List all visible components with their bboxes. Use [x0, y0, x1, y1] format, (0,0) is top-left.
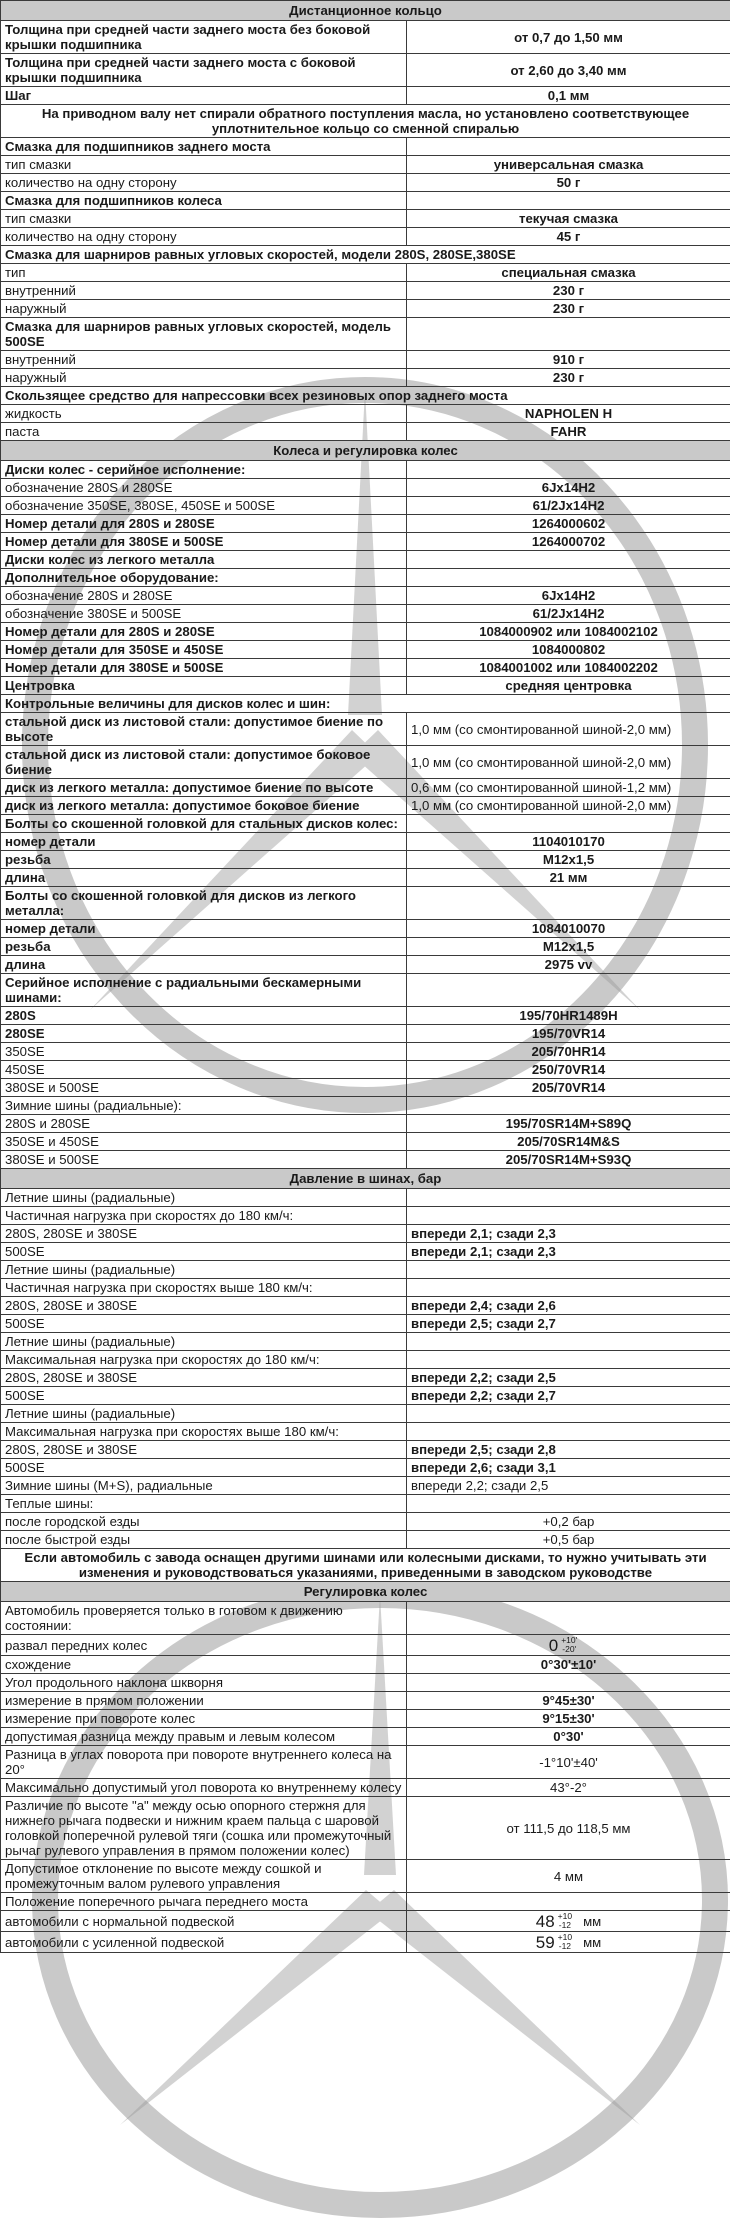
- spec-value: впереди 2,6; сзади 3,1: [407, 1459, 730, 1477]
- spec-value: 6Jx14H2: [407, 479, 730, 497]
- spec-row: [1, 318, 730, 351]
- spec-value: NAPHOLEN H: [407, 405, 730, 423]
- spec-value: [407, 461, 730, 479]
- note-text: На приводном валу нет спирали обратного поступления масла, но установлено соответствующее уплотнительное кольцо со сменной спиралью: [1, 105, 730, 138]
- spec-value: 195/70HR1489H: [407, 1007, 730, 1025]
- spec-value: универсальная смазка: [407, 156, 730, 174]
- spec-value: 61/2Jx14H2: [407, 605, 730, 623]
- spec-label: Различие по высоте "а" между осью опорного стержня для нижнего рычага подвески и нижним краем пальца с шаровой головкой поперечной рулевой тяги (сошка или промежуточный рычаг рулевого управления в прямом положении колес): [1, 1797, 407, 1860]
- spec-value: 50 г: [407, 174, 730, 192]
- spec-row: [1, 677, 730, 695]
- spec-label: Дополнительное оборудование:: [1, 569, 407, 587]
- tolerance-base: 48: [535, 1911, 555, 1931]
- spec-label: диск из легкого металла: допустимое биение по высоте: [1, 779, 407, 797]
- spec-row: [1, 282, 730, 300]
- spec-label: Смазка для подшипников заднего моста: [1, 138, 407, 156]
- spec-label: 380SE и 500SE: [1, 1151, 407, 1169]
- spec-label: 350SE: [1, 1043, 407, 1061]
- spec-label: Номер детали для 350SE и 450SE: [1, 641, 407, 659]
- spec-value: 230 г: [407, 369, 730, 387]
- spec-row: [1, 1513, 730, 1531]
- spec-label: Диски колес - серийное исполнение:: [1, 461, 407, 479]
- spec-value: [407, 1674, 730, 1692]
- note-text: Если автомобиль с завода оснащен другими шинами или колесными дисками, то нужно учитывать эти изменения и руководствоваться указаниями, приведенными в заводском руководстве: [1, 1549, 730, 1582]
- spec-row: [1, 713, 730, 746]
- spec-label: номер детали: [1, 920, 407, 938]
- spec-label: Зимние шины (M+S), радиальные: [1, 1477, 407, 1495]
- spec-label: наружный: [1, 369, 407, 387]
- spec-value: 250/70VR14: [407, 1061, 730, 1079]
- spec-label: Разница в углах поворота при повороте внутреннего колеса на 20°: [1, 1746, 407, 1779]
- spec-row: [1, 623, 730, 641]
- spec-label: Номер детали для 380SE и 500SE: [1, 659, 407, 677]
- spec-value: 1084010070: [407, 920, 730, 938]
- spec-label: внутренний: [1, 351, 407, 369]
- spec-value: [407, 1932, 730, 1953]
- spec-row: [1, 659, 730, 677]
- spec-label: Летние шины (радиальные): [1, 1261, 407, 1279]
- spec-row: [1, 1151, 730, 1169]
- tolerance-upper: +10': [561, 1635, 578, 1645]
- spec-label: Серийное исполнение с радиальными бескамерными шинами:: [1, 974, 407, 1007]
- spec-row: [1, 1315, 730, 1333]
- spec-value: впереди 2,5; сзади 2,7: [407, 1315, 730, 1333]
- spec-row: [1, 1911, 730, 1932]
- spec-label: Номер детали для 380SE и 500SE: [1, 533, 407, 551]
- spec-value: M12x1,5: [407, 851, 730, 869]
- section-header: [1, 1582, 730, 1602]
- spec-label: Скользящее средство для напрессовки всех резиновых опор заднего моста: [1, 387, 730, 405]
- tolerance-lower: -12: [558, 1941, 572, 1951]
- spec-label: автомобили с нормальной подвеской: [1, 1911, 407, 1932]
- spec-row: [1, 869, 730, 887]
- section-title: Давление в шинах, бар: [1, 1169, 730, 1189]
- spec-value: [407, 1097, 730, 1115]
- spec-value: 1084000902 или 1084002102: [407, 623, 730, 641]
- spec-label: тип смазки: [1, 210, 407, 228]
- spec-row: [1, 569, 730, 587]
- spec-row: [1, 956, 730, 974]
- spec-value: 205/70VR14: [407, 1079, 730, 1097]
- tolerance-lower: -12: [558, 1920, 572, 1930]
- spec-row: [1, 479, 730, 497]
- spec-label: Номер детали для 280S и 280SE: [1, 515, 407, 533]
- spec-value: текучая смазка: [407, 210, 730, 228]
- spec-row: [1, 1133, 730, 1151]
- spec-value: [407, 1495, 730, 1513]
- spec-label: Болты со скошенной головкой для стальных дисков колес:: [1, 815, 407, 833]
- spec-value: 910 г: [407, 351, 730, 369]
- spec-label: наружный: [1, 300, 407, 318]
- spec-value: 230 г: [407, 282, 730, 300]
- spec-label: Летние шины (радиальные): [1, 1333, 407, 1351]
- spec-row: [1, 1097, 730, 1115]
- spec-label: Положение поперечного рычага переднего моста: [1, 1893, 407, 1911]
- spec-value: [407, 1602, 730, 1635]
- tolerance-upper: +10: [557, 1911, 573, 1921]
- spec-row: [1, 695, 730, 713]
- spec-row: [1, 1297, 730, 1315]
- spec-value: 1,0 мм (со смонтированной шиной-2,0 мм): [407, 746, 730, 779]
- spec-label: 500SE: [1, 1315, 407, 1333]
- spec-value: 43°-2°: [407, 1779, 730, 1797]
- spec-label: Летние шины (радиальные): [1, 1405, 407, 1423]
- spec-row: [1, 1351, 730, 1369]
- spec-label: стальной диск из листовой стали: допустимое биение по высоте: [1, 713, 407, 746]
- spec-value: 1,0 мм (со смонтированной шиной-2,0 мм): [407, 713, 730, 746]
- tolerance-limits: [558, 1912, 572, 1930]
- spec-row: [1, 405, 730, 423]
- spec-row: [1, 641, 730, 659]
- spec-value: от 0,7 до 1,50 мм: [407, 21, 730, 54]
- spec-row: [1, 1674, 730, 1692]
- spec-label: Болты со скошенной головкой для дисков из легкого металла:: [1, 887, 407, 920]
- spec-value: 1104010170: [407, 833, 730, 851]
- spec-label: Допустимое отклонение по высоте между сошкой и промежуточным валом рулевого управления: [1, 1860, 407, 1893]
- spec-row: [1, 1007, 730, 1025]
- spec-label: 280S и 280SE: [1, 1115, 407, 1133]
- spec-row: [1, 797, 730, 815]
- tolerance-unit: мм: [583, 1913, 602, 1929]
- spec-value: впереди 2,2; сзади 2,5: [407, 1477, 730, 1495]
- spec-value: 9°45±30': [407, 1692, 730, 1710]
- spec-label: длина: [1, 956, 407, 974]
- spec-value: [407, 1893, 730, 1911]
- section-header: [1, 441, 730, 461]
- spec-row: [1, 1459, 730, 1477]
- spec-label: Частичная нагрузка при скоростях до 180 км/ч:: [1, 1207, 407, 1225]
- spec-label: Максимально допустимый угол поворота ко внутреннему колесу: [1, 1779, 407, 1797]
- spec-row: [1, 1369, 730, 1387]
- spec-row: [1, 156, 730, 174]
- spec-label: Частичная нагрузка при скоростях выше 180 км/ч:: [1, 1279, 407, 1297]
- spec-row: [1, 1531, 730, 1549]
- spec-row: [1, 1333, 730, 1351]
- spec-row: [1, 1207, 730, 1225]
- spec-label: Толщина при средней части заднего моста без боковой крышки подшипника: [1, 21, 407, 54]
- spec-row: [1, 497, 730, 515]
- spec-row: [1, 887, 730, 920]
- spec-label: тип смазки: [1, 156, 407, 174]
- spec-value: впереди 2,4; сзади 2,6: [407, 1297, 730, 1315]
- section-header: [1, 1, 730, 21]
- spec-value: [407, 815, 730, 833]
- spec-label: Максимальная нагрузка при скоростях до 180 км/ч:: [1, 1351, 407, 1369]
- spec-row: [1, 1061, 730, 1079]
- spec-label: 500SE: [1, 1243, 407, 1261]
- spec-value: [407, 192, 730, 210]
- spec-label: обозначение 280S и 280SE: [1, 479, 407, 497]
- spec-label: 280S, 280SE и 380SE: [1, 1297, 407, 1315]
- section-header: [1, 1169, 730, 1189]
- spec-row: [1, 1860, 730, 1893]
- spec-value: [407, 138, 730, 156]
- spec-label: допустимая разница между правым и левым колесом: [1, 1728, 407, 1746]
- spec-label: автомобили с усиленной подвеской: [1, 1932, 407, 1953]
- spec-label: 280S, 280SE и 380SE: [1, 1369, 407, 1387]
- spec-value: [407, 1351, 730, 1369]
- spec-value: впереди 2,2; сзади 2,7: [407, 1387, 730, 1405]
- spec-label: стальной диск из листовой стали: допустимое боковое биение: [1, 746, 407, 779]
- spec-row: [1, 1932, 730, 1953]
- tolerance-limits: [558, 1933, 572, 1951]
- spec-value: 1084001002 или 1084002202: [407, 659, 730, 677]
- spec-value: [407, 551, 730, 569]
- spec-value: 205/70HR14: [407, 1043, 730, 1061]
- spec-row: [1, 1477, 730, 1495]
- spec-label: 500SE: [1, 1387, 407, 1405]
- spec-row: [1, 138, 730, 156]
- spec-value: 195/70VR14: [407, 1025, 730, 1043]
- spec-value: [407, 1423, 730, 1441]
- spec-label: паста: [1, 423, 407, 441]
- spec-value: 4 мм: [407, 1860, 730, 1893]
- spec-row: [1, 1261, 730, 1279]
- spec-row: [1, 1746, 730, 1779]
- spec-row: [1, 974, 730, 1007]
- spec-label: Смазка для шарниров равных угловых скоростей, модель 500SE: [1, 318, 407, 351]
- spec-row: [1, 587, 730, 605]
- spec-label: обозначение 380SE и 500SE: [1, 605, 407, 623]
- spec-row: [1, 1025, 730, 1043]
- spec-row: [1, 87, 730, 105]
- spec-row: [1, 515, 730, 533]
- spec-row: [1, 851, 730, 869]
- spec-label: жидкость: [1, 405, 407, 423]
- spec-row: [1, 533, 730, 551]
- spec-value: [407, 569, 730, 587]
- tolerance-base: 59: [535, 1932, 555, 1952]
- spec-label: номер детали: [1, 833, 407, 851]
- spec-row: [1, 1656, 730, 1674]
- spec-value: [407, 1911, 730, 1932]
- spec-row: [1, 300, 730, 318]
- spec-value: [407, 1189, 730, 1207]
- spec-row: [1, 779, 730, 797]
- spec-row: [1, 369, 730, 387]
- tolerance-unit: мм: [583, 1934, 602, 1950]
- spec-row: [1, 1423, 730, 1441]
- spec-row: [1, 1893, 730, 1911]
- spec-label: обозначение 350SE, 380SE, 450SE и 500SE: [1, 497, 407, 515]
- spec-value: 1084000802: [407, 641, 730, 659]
- spec-row: [1, 1405, 730, 1423]
- spec-row: [1, 938, 730, 956]
- spec-label: после быстрой езды: [1, 1531, 407, 1549]
- spec-label: тип: [1, 264, 407, 282]
- spec-label: 280S, 280SE и 380SE: [1, 1225, 407, 1243]
- spec-label: схождение: [1, 1656, 407, 1674]
- spec-value: -1°10'±40': [407, 1746, 730, 1779]
- spec-row: [1, 815, 730, 833]
- spec-value: 230 г: [407, 300, 730, 318]
- spec-label: после городской езды: [1, 1513, 407, 1531]
- spec-row: [1, 423, 730, 441]
- spec-label: обозначение 280S и 280SE: [1, 587, 407, 605]
- spec-row: [1, 920, 730, 938]
- section-title: Регулировка колес: [1, 1582, 730, 1602]
- spec-value: 195/70SR14M+S89Q: [407, 1115, 730, 1133]
- spec-value: [407, 1279, 730, 1297]
- spec-label: Угол продольного наклона шкворня: [1, 1674, 407, 1692]
- spec-row: [1, 605, 730, 623]
- spec-row: [1, 1441, 730, 1459]
- spec-label: 500SE: [1, 1459, 407, 1477]
- spec-label: 350SE и 450SE: [1, 1133, 407, 1151]
- spec-value: от 2,60 до 3,40 мм: [407, 54, 730, 87]
- spec-label: внутренний: [1, 282, 407, 300]
- spec-value: 0,6 мм (со смонтированной шиной-1,2 мм): [407, 779, 730, 797]
- spec-label: измерение при повороте колес: [1, 1710, 407, 1728]
- spec-value: 0°30': [407, 1728, 730, 1746]
- section-title: Колеса и регулировка колес: [1, 441, 730, 461]
- spec-label: Автомобиль проверяется только в готовом к движению состоянии:: [1, 1602, 407, 1635]
- spec-label: Зимние шины (радиальные):: [1, 1097, 407, 1115]
- spec-row: [1, 1279, 730, 1297]
- spec-value: 0,1 мм: [407, 87, 730, 105]
- spec-value: 205/70SR14M&S: [407, 1133, 730, 1151]
- spec-value: [407, 887, 730, 920]
- spec-row: [1, 1243, 730, 1261]
- spec-row: [1, 1189, 730, 1207]
- spec-row: [1, 551, 730, 569]
- spec-row: [1, 1797, 730, 1860]
- spec-value: 0°30'±10': [407, 1656, 730, 1674]
- note-row: [1, 1549, 730, 1582]
- section-title: Дистанционное кольцо: [1, 1, 730, 21]
- spec-row: [1, 1692, 730, 1710]
- spec-label: Толщина при средней части заднего моста с боковой крышки подшипника: [1, 54, 407, 87]
- spec-label: Летние шины (радиальные): [1, 1189, 407, 1207]
- spec-value: +0,5 бар: [407, 1531, 730, 1549]
- spec-row: [1, 833, 730, 851]
- spec-value: [407, 974, 730, 1007]
- spec-label: Центровка: [1, 677, 407, 695]
- spec-value: впереди 2,5; сзади 2,8: [407, 1441, 730, 1459]
- spec-label: количество на одну сторону: [1, 228, 407, 246]
- spec-value: 6Jx14H2: [407, 587, 730, 605]
- spec-value: 61/2Jx14H2: [407, 497, 730, 515]
- spec-value: 205/70SR14M+S93Q: [407, 1151, 730, 1169]
- spec-label: развал передних колес: [1, 1635, 407, 1656]
- spec-value: средняя центровка: [407, 677, 730, 695]
- tolerance-base: 0: [548, 1635, 559, 1655]
- spec-label: 450SE: [1, 1061, 407, 1079]
- spec-label: Смазка для подшипников колеса: [1, 192, 407, 210]
- spec-value: впереди 2,1; сзади 2,3: [407, 1243, 730, 1261]
- tolerance-limits: [561, 1636, 577, 1654]
- spec-label: резьба: [1, 851, 407, 869]
- spec-value: [407, 318, 730, 351]
- spec-row: [1, 1495, 730, 1513]
- spec-row: [1, 54, 730, 87]
- spec-label: диск из легкого металла: допустимое боковое биение: [1, 797, 407, 815]
- spec-row: [1, 1115, 730, 1133]
- spec-row: [1, 746, 730, 779]
- note-row: [1, 105, 730, 138]
- spec-label: измерение в прямом положении: [1, 1692, 407, 1710]
- spec-row: [1, 1728, 730, 1746]
- spec-row: [1, 174, 730, 192]
- tolerance-upper: +10: [557, 1932, 573, 1942]
- spec-row: [1, 1225, 730, 1243]
- spec-value: впереди 2,2; сзади 2,5: [407, 1369, 730, 1387]
- spec-row: [1, 387, 730, 405]
- spec-label: 280S, 280SE и 380SE: [1, 1441, 407, 1459]
- spec-label: Шаг: [1, 87, 407, 105]
- spec-label: Номер детали для 280S и 280SE: [1, 623, 407, 641]
- spec-row: [1, 210, 730, 228]
- spec-value: впереди 2,1; сзади 2,3: [407, 1225, 730, 1243]
- spec-row: [1, 228, 730, 246]
- tolerance-value: [536, 1912, 601, 1930]
- spec-label: Максимальная нагрузка при скоростях выше 180 км/ч:: [1, 1423, 407, 1441]
- spec-value: 2975 vv: [407, 956, 730, 974]
- spec-label: Диски колес из легкого металла: [1, 551, 407, 569]
- spec-row: [1, 246, 730, 264]
- spec-value: FAHR: [407, 423, 730, 441]
- spec-row: [1, 1635, 730, 1656]
- spec-value: +0,2 бар: [407, 1513, 730, 1531]
- spec-row: [1, 351, 730, 369]
- spec-row: [1, 1710, 730, 1728]
- spec-value: специальная смазка: [407, 264, 730, 282]
- spec-row: [1, 1387, 730, 1405]
- spec-label: Смазка для шарниров равных угловых скоростей, модели 280S, 280SE,380SE: [1, 246, 730, 264]
- spec-label: количество на одну сторону: [1, 174, 407, 192]
- spec-label: 280SE: [1, 1025, 407, 1043]
- spec-label: 380SE и 500SE: [1, 1079, 407, 1097]
- spec-value: 45 г: [407, 228, 730, 246]
- spec-value: 1,0 мм (со смонтированной шиной-2,0 мм): [407, 797, 730, 815]
- spec-label: резьба: [1, 938, 407, 956]
- spec-row: [1, 1043, 730, 1061]
- spec-value: [407, 1635, 730, 1656]
- spec-value: 1264000702: [407, 533, 730, 551]
- spec-value: [407, 1207, 730, 1225]
- spec-label: Контрольные величины для дисков колес и шин:: [1, 695, 730, 713]
- spec-value: 9°15±30': [407, 1710, 730, 1728]
- spec-value: [407, 1261, 730, 1279]
- spec-label: длина: [1, 869, 407, 887]
- spec-value: [407, 1405, 730, 1423]
- tolerance-value: [549, 1636, 589, 1654]
- spec-value: [407, 1333, 730, 1351]
- spec-row: [1, 1079, 730, 1097]
- spec-row: [1, 21, 730, 54]
- tolerance-value: [536, 1933, 601, 1951]
- spec-row: [1, 264, 730, 282]
- spec-label: Теплые шины:: [1, 1495, 407, 1513]
- spec-row: [1, 1779, 730, 1797]
- spec-value: M12x1,5: [407, 938, 730, 956]
- tolerance-lower: -20': [562, 1644, 577, 1654]
- spec-row: [1, 1602, 730, 1635]
- spec-value: 21 мм: [407, 869, 730, 887]
- spec-value: от 111,5 до 118,5 мм: [407, 1797, 730, 1860]
- spec-label: 280S: [1, 1007, 407, 1025]
- spec-row: [1, 461, 730, 479]
- spec-row: [1, 192, 730, 210]
- spec-value: 1264000602: [407, 515, 730, 533]
